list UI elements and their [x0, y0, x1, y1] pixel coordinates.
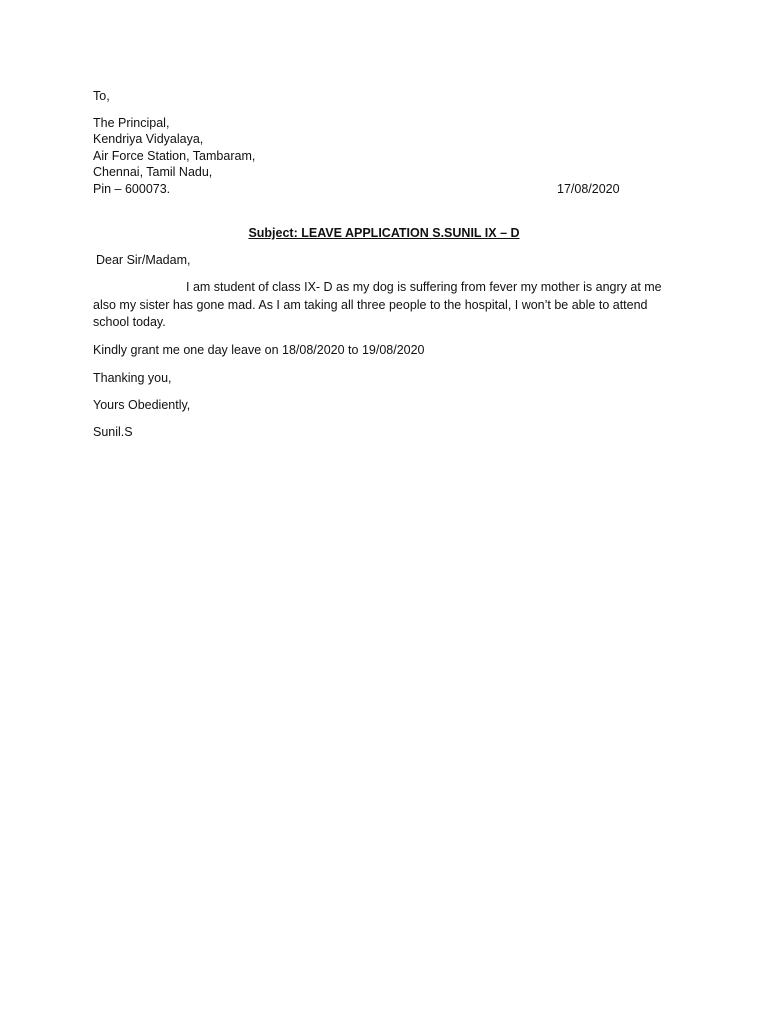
thanking-line: Thanking you,: [93, 371, 172, 385]
address-line-city: Chennai, Tamil Nadu,: [93, 165, 213, 179]
closing-line: Yours Obediently,: [93, 398, 191, 412]
address-line-principal: The Principal,: [93, 116, 170, 130]
signature: Sunil.S: [93, 425, 133, 439]
recipient-to: To,: [93, 89, 110, 103]
letter-body: I am student of class IX- D as my dog is suffering from fever my mother is angry at me also my sister has gone mad. As I am taking all three people to the hospital, I won’t be able to attend school today.: [93, 280, 662, 329]
address-line-station: Air Force Station, Tambaram,: [93, 149, 256, 163]
letter-subject: Subject: LEAVE APPLICATION S.SUNIL IX – D: [248, 226, 520, 240]
salutation: Dear Sir/Madam,: [96, 253, 191, 267]
leave-request: Kindly grant me one day leave on 18/08/2020 to 19/08/2020: [93, 343, 425, 357]
address-line-pin: Pin – 600073.: [93, 182, 171, 196]
letter-date: 17/08/2020: [557, 182, 620, 196]
address-line-school: Kendriya Vidyalaya,: [93, 132, 204, 146]
